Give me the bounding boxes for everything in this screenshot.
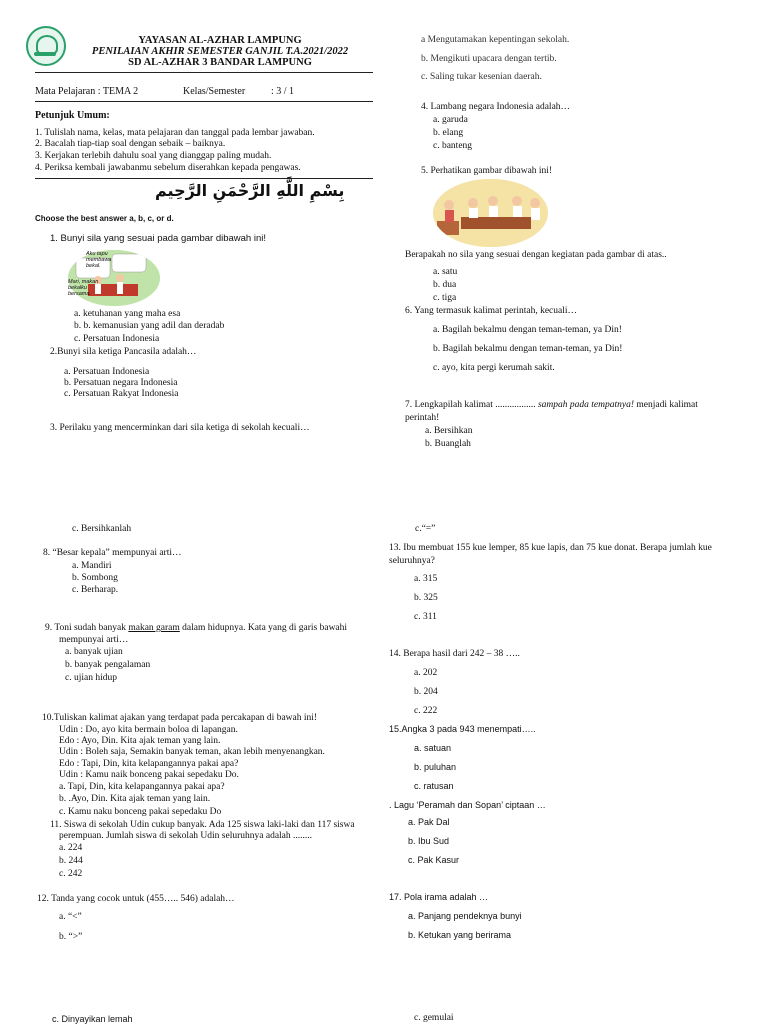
q9-option-a: a. banyak ujian: [65, 647, 123, 657]
q7-option-b: b. Buanglah: [425, 439, 471, 449]
question-8: 8. “Besar kepala” mempunyai arti…: [43, 548, 182, 558]
header-line3: SD AL-AZHAR 3 BANDAR LAMPUNG: [128, 57, 312, 68]
q3-option-c-left: c. Bersihkanlah: [72, 524, 132, 534]
question-7-line2: perintah!: [405, 413, 440, 423]
class-value: : 3 / 1: [271, 86, 295, 97]
q9-text-post: dalam hidupnya. Kata yang di garis bawahi: [179, 623, 348, 633]
q2-option-b: b. Persatuan negara Indonesia: [64, 378, 178, 388]
q10-dialog-line: Udin : Kamu naik bonceng pakai sepedaku Do.: [59, 770, 239, 780]
q15-option-c: c. ratusan: [414, 781, 454, 791]
q16-option-b: b. Ibu Sud: [408, 836, 450, 846]
header-divider: [35, 72, 373, 73]
q7-text-italic: sampah pada tempatnya!: [537, 400, 635, 410]
question-16: . Lagu ‘Peramah dan Sopan’ ciptaan …: [389, 800, 546, 810]
q17-option-c: c. gemulai: [414, 1013, 454, 1023]
instructions-title: Petunjuk Umum:: [35, 110, 110, 121]
question-9-line2: mempunyai arti…: [59, 635, 129, 645]
class-label: Kelas/Semester: [183, 86, 246, 97]
q3-option-b: b. Mengikuti upacara dengan tertib.: [421, 54, 557, 64]
q9-text-pre: 9. Toni sudah banyak: [45, 623, 129, 633]
q8-option-a: a. Mandiri: [72, 561, 112, 571]
q15-option-a: a. satuan: [414, 743, 452, 753]
q10-option-b: b. .Ayo, Din. Kita ajak teman yang lain.: [59, 794, 211, 804]
q7-option-a: a. Bersihkan: [425, 426, 473, 436]
header-line1: YAYASAN AL-AZHAR LAMPUNG: [138, 35, 302, 46]
q9-underlined: makan garam: [128, 623, 180, 633]
question-10: 10.Tuliskan kalimat ajakan yang terdapat pada percakapan di bawah ini!: [42, 713, 318, 723]
q14-option-c: c. 222: [414, 706, 438, 716]
logo-banner: [34, 52, 56, 56]
q9-option-c: c. ujian hidup: [65, 673, 117, 683]
q4-option-c: c. banteng: [433, 141, 473, 151]
question-12: 12. Tanda yang cocok untuk (455….. 546) adalah…: [37, 894, 235, 904]
q4-option-b: b. elang: [433, 128, 464, 138]
q13-option-a: a. 315: [414, 574, 438, 584]
speech-bubble-1: Aku tapu membawa bekal.: [86, 251, 112, 269]
q11-option-a: a. 224: [59, 843, 83, 853]
q10-dialog-line: Udin : Boleh saja, Semakin banyak teman, akan lebih menyenangkan.: [59, 747, 325, 757]
q17-option-a: a. Panjang pendeknya bunyi: [408, 911, 522, 921]
q10-dialog-line: Edo : Ayo, Din. Kita ajak teman yang lain.: [59, 736, 221, 746]
question-6: 6. Yang termasuk kalimat perintah, kecuali…: [405, 306, 578, 316]
q16-option-c: c. Pak Kasur: [408, 855, 460, 865]
question-15: 15.Angka 3 pada 943 menempati…..: [389, 724, 536, 734]
q8-option-b: b. Sombong: [72, 573, 118, 583]
question-5-sub: Berapakah no sila yang sesuai dengan kegiatan pada gambar di atas..: [405, 250, 667, 260]
q17-option-b: b. Ketukan yang berirama: [408, 930, 512, 940]
q3-option-a: a Mengutamakan kepentingan sekolah.: [421, 35, 570, 45]
question-1: 1. Bunyi sila yang sesuai pada gambar dibawah ini!: [50, 233, 266, 244]
q10-option-c: c. Kamu naku bonceng pakai sepedaku Do: [59, 807, 222, 817]
instruction-item: 4. Periksa kembali jawabanmu sebelum diserahkan kepada pengawas.: [35, 163, 301, 173]
q3-option-c: c. Saling tukar kesenian daerah.: [421, 72, 542, 82]
question-7: [405, 400, 698, 411]
q12-option-a: a. “<”: [59, 912, 82, 922]
q5-option-a: a. satu: [433, 267, 458, 277]
q6-option-c: c. ayo, kita pergi kerumah sakit.: [433, 363, 555, 373]
instruction-choose: Choose the best answer a, b, c, or d.: [35, 214, 174, 223]
classroom-picture: [433, 179, 548, 247]
meta-divider: [35, 101, 373, 102]
question-11-line2: perempuan. Jumlah siswa di sekolah Udin seluruhnya adalah ........: [59, 831, 313, 841]
q11-option-c: c. 242: [59, 869, 83, 879]
instruction-item: 1. Tulislah nama, kelas, mata pelajaran dan tanggal pada lembar jawaban.: [35, 128, 315, 138]
q9-option-b: b. banyak pengalaman: [65, 660, 151, 670]
speech-bubble-2: Mari, makan bekalku bersama.: [68, 279, 99, 297]
q7-text-pre: 7. Lengkapilah kalimat .................: [405, 400, 538, 410]
subject-label: Mata Pelajaran : TEMA 2: [35, 86, 139, 97]
q14-option-a: a. 202: [414, 668, 438, 678]
q2-option-a: a. Persatuan Indonesia: [64, 367, 150, 377]
q1-option-b: b. b. kemanusian yang adil dan deradab: [74, 321, 225, 331]
q12-option-b: b. “>”: [59, 932, 83, 942]
q2-option-c: c. Persatuan Rakyat Indonesia: [64, 389, 179, 399]
q10-option-a: a. Tapi, Din, kita kelapangannya pakai apa?: [59, 782, 225, 792]
q10-dialog-line: Udin : Do, ayo kita bermain boloa di lapangan.: [59, 725, 238, 735]
question-13: 13. Ibu membuat 155 kue lemper, 85 kue lapis, dan 75 kue donat. Berapa jumlah kue: [389, 543, 712, 553]
question-2: 2.Bunyi sila ketiga Pancasila adalah…: [50, 347, 197, 357]
q6-option-a: a. Bagilah bekalmu dengan teman-teman, ya Din!: [433, 325, 622, 335]
q4-option-a: a. garuda: [433, 115, 468, 125]
q7-text-post: menjadi kalimat: [634, 400, 698, 410]
instruction-item: 2. Bacalah tiap-tiap soal dengan sebaik – baiknya.: [35, 139, 226, 149]
q1-option-a: a. ketuhanan yang maha esa: [74, 309, 181, 319]
q6-option-b: b. Bagilah bekalmu dengan teman-teman, ya Din!: [433, 344, 623, 354]
question-17: 17. Pola irama adalah …: [389, 892, 489, 902]
question-3: 3. Perilaku yang mencerminkan dari sila ketiga di sekolah kecuali…: [50, 423, 310, 433]
q15-option-b: b. puluhan: [414, 762, 457, 772]
q13-option-c: c. 311: [414, 612, 437, 622]
question-9: [45, 623, 347, 634]
question-14: 14. Berapa hasil dari 242 – 38 …..: [389, 649, 520, 659]
bismillah-calligraphy: بِسْمِ اللَّهِ الرَّحْمَنِ الرَّحِيم: [155, 181, 345, 200]
q5-option-c: c. tiga: [433, 293, 457, 303]
question-5: 5. Perhatikan gambar dibawah ini!: [421, 166, 553, 176]
q1-option-c: c. Persatuan Indonesia: [74, 334, 160, 344]
q12-option-c: c.“=”: [415, 524, 436, 534]
q11-option-b: b. 244: [59, 856, 83, 866]
question-11: 11. Siswa di sekolah Udin cukup banyak. Ada 125 siswa laki-laki dan 117 siswa: [50, 820, 355, 830]
header-line2: PENILAIAN AKHIR SEMESTER GANJIL T.A.2021/2022: [91, 46, 349, 57]
q14-option-b: b. 204: [414, 687, 438, 697]
q-option-c-bottom-left: c. Dinyayikan lemah: [52, 1014, 133, 1024]
q16-option-a: a. Pak Dal: [408, 817, 450, 827]
question-4: 4. Lambang negara Indonesia adalah…: [421, 102, 571, 112]
instructions-divider: [35, 178, 373, 179]
q5-option-b: b. dua: [433, 280, 457, 290]
question-13-line2: seluruhnya?: [389, 556, 435, 566]
q8-option-c: c. Berharap.: [72, 585, 119, 595]
instruction-item: 3. Kerjakan terlebih dahulu soal yang dianggap paling mudah.: [35, 151, 272, 161]
q10-dialog-line: Edo : Tapi, Din, kita kelapangannya pakai apa?: [59, 759, 239, 769]
q13-option-b: b. 325: [414, 593, 438, 603]
